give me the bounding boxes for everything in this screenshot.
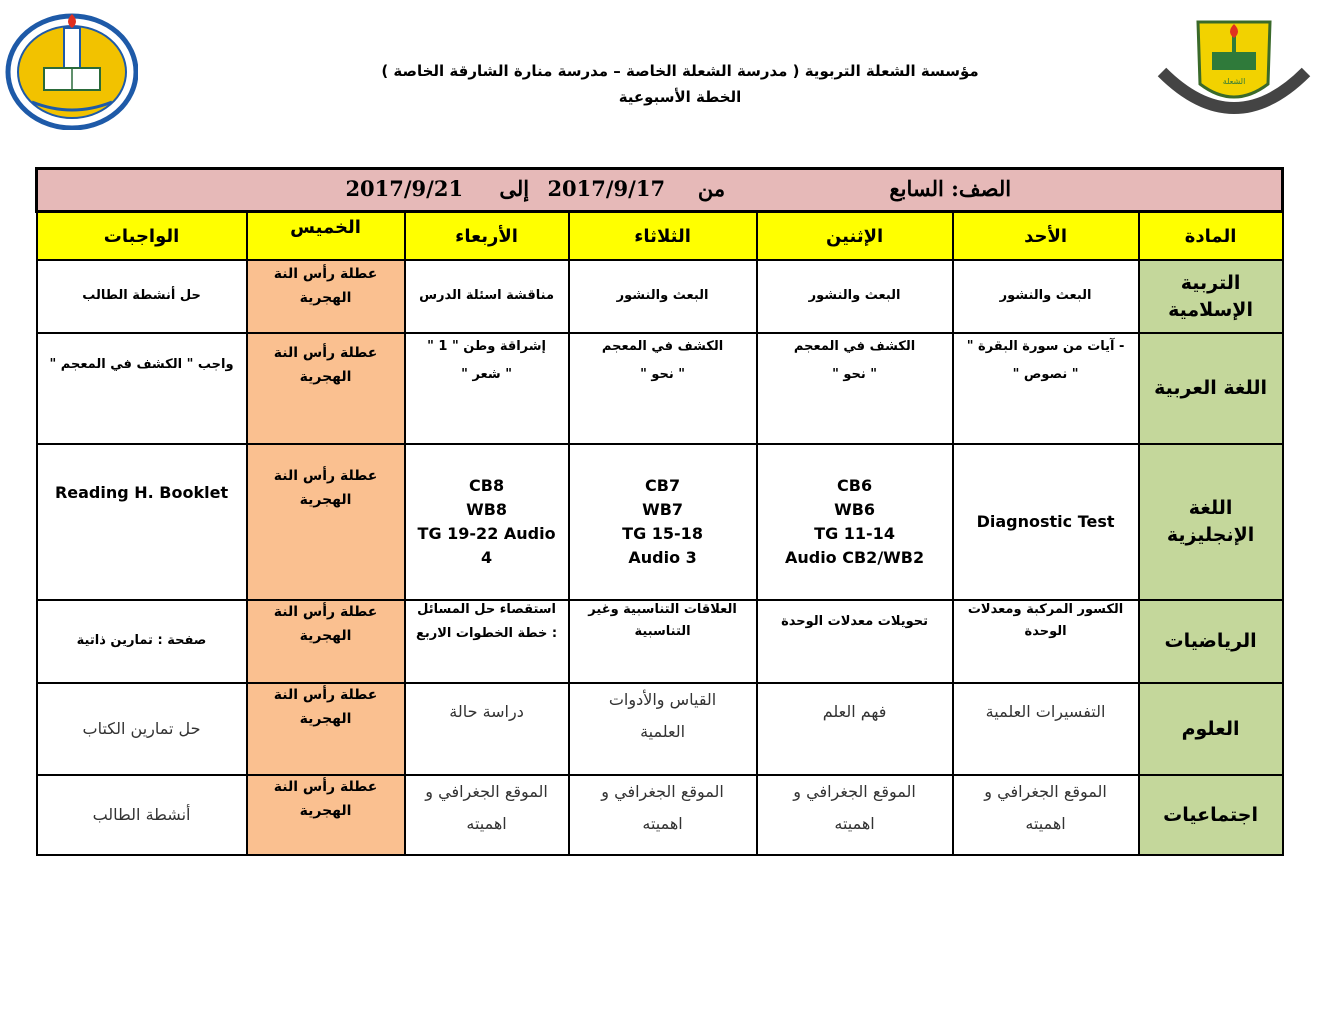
lesson-text: الموقع الجغرافي و	[601, 782, 724, 801]
subject-line: التربية	[1180, 271, 1241, 294]
lesson-text: " نصوص "	[1012, 367, 1079, 383]
homework-text: صفحة : تمارين ذاتية	[76, 633, 207, 649]
column-header-subject: المادة	[1139, 212, 1283, 261]
subject-line: اللغة العربية	[1154, 377, 1267, 400]
lesson-text: " نحو "	[832, 367, 878, 383]
homework-text: أنشطة الطالب	[92, 805, 191, 824]
thursday-holiday-cell	[247, 683, 405, 775]
subject-cell	[1139, 260, 1283, 333]
thursday-holiday-cell	[247, 600, 405, 683]
subject-line: الإنجليزية	[1166, 524, 1255, 546]
class-label: الصف: السابع	[889, 176, 1012, 201]
holiday-text: الهجرية	[299, 710, 352, 727]
from-label: من	[697, 176, 726, 201]
days-header-row	[37, 212, 1283, 261]
table-row	[37, 775, 1283, 855]
subject-cell	[1139, 333, 1283, 444]
subject-line: الرياضيات	[1164, 630, 1257, 653]
lesson-text: اهميته	[466, 814, 507, 833]
holiday-text: عطلة رأس النة	[273, 779, 378, 795]
sunday-cell	[953, 775, 1139, 855]
holiday-text: الهجرية	[299, 491, 352, 508]
thursday-holiday-cell	[247, 775, 405, 855]
lesson-text: التناسبية	[634, 624, 691, 640]
monday-cell	[757, 600, 953, 683]
class-info-cell	[37, 169, 1283, 212]
to-label: إلى	[499, 176, 530, 201]
column-header-thursday: الخميس	[247, 212, 405, 261]
wednesday-cell	[405, 775, 569, 855]
lesson-text: القياس والأدوات	[608, 690, 717, 709]
homework-cell	[37, 775, 247, 855]
homework-cell	[37, 683, 247, 775]
lesson-text: CB7	[645, 476, 681, 495]
lesson-text: " نحو "	[640, 367, 686, 383]
tuesday-cell	[569, 333, 757, 444]
class-info-row	[37, 169, 1283, 212]
subject-cell	[1139, 683, 1283, 775]
sunday-cell	[953, 600, 1139, 683]
homework-cell	[37, 600, 247, 683]
lesson-text: مناقشة اسئلة الدرس	[419, 288, 555, 304]
monday-cell	[757, 444, 953, 600]
thursday-holiday-cell	[247, 260, 405, 333]
lesson-text: الوحدة	[1024, 624, 1067, 640]
lesson-text: العلمية	[640, 722, 686, 741]
holiday-text: الهجرية	[299, 289, 352, 306]
homework-text: حل أنشطة الطالب	[82, 288, 201, 304]
subject-cell	[1139, 775, 1283, 855]
lesson-text: دراسة حالة	[449, 702, 524, 721]
institution-title: مؤسسة الشعلة التربوية ( مدرسة الشعلة الخاصة – مدرسة منارة الشارقة الخاصة )	[381, 62, 979, 80]
holiday-text: الهجرية	[299, 368, 352, 385]
wednesday-cell	[405, 600, 569, 683]
lesson-text: الموقع الجغرافي و	[793, 782, 916, 801]
lesson-text: Diagnostic Test	[976, 512, 1115, 531]
lesson-text: البعث والنشور	[999, 288, 1092, 304]
lesson-text: اهميته	[1025, 814, 1066, 833]
table-row	[37, 260, 1283, 333]
lesson-text: العلاقات التناسبية وغير	[588, 602, 737, 617]
lesson-text: " شعر "	[461, 367, 512, 383]
lesson-text: تحويلات معدلات الوحدة	[781, 614, 929, 629]
subject-cell	[1139, 600, 1283, 683]
lesson-text: الكشف في المعجم	[793, 339, 916, 354]
monday-cell	[757, 333, 953, 444]
holiday-text: الهجرية	[299, 627, 352, 644]
shuala-school-logo	[1154, 14, 1314, 130]
from-date: 2017/9/17	[547, 176, 666, 201]
homework-text: واجب " الكشف في المعجم "	[49, 357, 234, 372]
column-header-tuesday: الثلاثاء	[569, 212, 757, 261]
column-header-sunday: الأحد	[953, 212, 1139, 261]
manarat-sharjah-logo	[4, 6, 138, 130]
holiday-text: عطلة رأس النة	[273, 266, 378, 282]
column-header-homework: الواجبات	[37, 212, 247, 261]
subject-line: اللغة	[1188, 497, 1233, 520]
plan-title: الخطة الأسبوعية	[618, 88, 742, 106]
lesson-text: التفسيرات العلمية	[985, 702, 1106, 721]
lesson-text: إشراقة وطن " 1 "	[427, 339, 547, 354]
lesson-text: فهم العلم	[822, 702, 887, 721]
lesson-text: Audio CB2/WB2	[784, 548, 925, 567]
wednesday-cell	[405, 444, 569, 600]
lesson-text: الموقع الجغرافي و	[425, 782, 548, 801]
sunday-cell	[953, 683, 1139, 775]
table-row	[37, 600, 1283, 683]
wednesday-cell	[405, 333, 569, 444]
tuesday-cell	[569, 683, 757, 775]
table-row	[37, 444, 1283, 600]
lesson-text: اهميته	[642, 814, 683, 833]
lesson-text: - آيات من سورة البقرة "	[966, 339, 1125, 354]
holiday-text: عطلة رأس النة	[273, 468, 378, 484]
sunday-cell	[953, 260, 1139, 333]
tuesday-cell	[569, 444, 757, 600]
lesson-text: الكسور المركبة ومعدلات	[967, 602, 1124, 617]
homework-cell	[37, 260, 247, 333]
holiday-text: عطلة رأس النة	[273, 687, 378, 703]
tuesday-cell	[569, 260, 757, 333]
subject-line: العلوم	[1181, 717, 1240, 740]
lesson-text: الموقع الجغرافي و	[984, 782, 1107, 801]
homework-text: حل تمارين الكتاب	[82, 719, 201, 738]
to-date: 2017/9/21	[345, 176, 464, 201]
lesson-text: الكشف في المعجم	[601, 339, 724, 354]
wednesday-cell	[405, 683, 569, 775]
table-row	[37, 333, 1283, 444]
sunday-cell	[953, 333, 1139, 444]
lesson-text: TG 19-22 Audio 4	[417, 524, 556, 567]
weekly-plan-table	[35, 167, 1284, 856]
column-header-wednesday: الأربعاء	[405, 212, 569, 261]
holiday-text: الهجرية	[299, 802, 352, 819]
sunday-cell	[953, 444, 1139, 600]
lesson-text: WB6	[834, 500, 876, 519]
lesson-text: Audio 3	[628, 548, 697, 567]
lesson-text: WB8	[466, 500, 508, 519]
lesson-text: استقصاء حل المسائل	[417, 602, 557, 617]
lesson-text: WB7	[642, 500, 684, 519]
column-header-monday: الإثنين	[757, 212, 953, 261]
holiday-text: عطلة رأس النة	[273, 604, 378, 620]
thursday-holiday-cell	[247, 333, 405, 444]
holiday-text: عطلة رأس النة	[273, 345, 378, 361]
lesson-text: البعث والنشور	[616, 288, 709, 304]
tuesday-cell	[569, 775, 757, 855]
svg-text:الشعلة: الشعلة	[1222, 77, 1246, 86]
lesson-text: البعث والنشور	[808, 288, 901, 304]
monday-cell	[757, 260, 953, 333]
subject-cell	[1139, 444, 1283, 600]
homework-text: Reading H. Booklet	[54, 483, 229, 502]
lesson-text: اهميته	[834, 814, 875, 833]
lesson-text: : خطة الخطوات الاربع	[416, 626, 558, 642]
subject-line: اجتماعيات	[1163, 803, 1258, 826]
lesson-text: TG 15-18	[622, 524, 703, 543]
thursday-holiday-cell	[247, 444, 405, 600]
tuesday-cell	[569, 600, 757, 683]
monday-cell	[757, 683, 953, 775]
lesson-text: CB6	[837, 476, 873, 495]
lesson-text: TG 11-14	[814, 524, 895, 543]
wednesday-cell	[405, 260, 569, 333]
homework-cell	[37, 333, 247, 444]
monday-cell	[757, 775, 953, 855]
homework-cell	[37, 444, 247, 600]
lesson-text: CB8	[469, 476, 505, 495]
subject-line: الإسلامية	[1168, 298, 1253, 321]
table-row	[37, 683, 1283, 775]
